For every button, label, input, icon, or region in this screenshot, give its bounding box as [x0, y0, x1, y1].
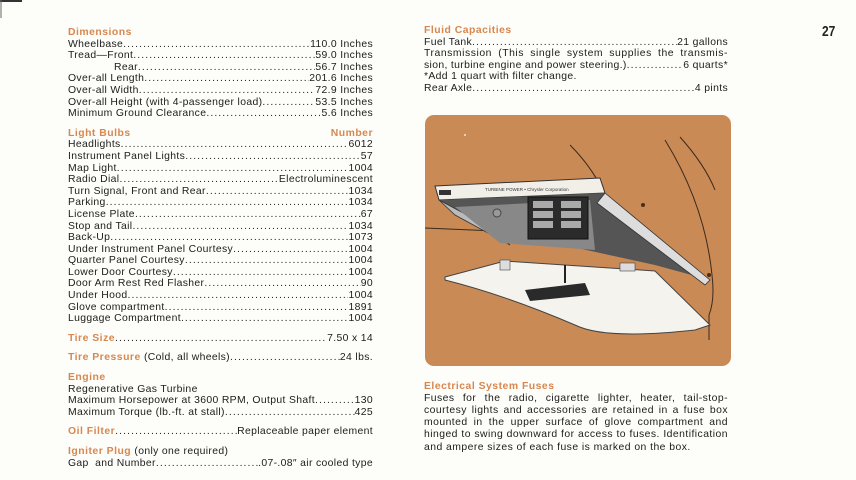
dimensions-heading: Dimensions	[68, 27, 132, 38]
engine-row: Maximum Torque (lb.-ft. at stall) ..... 425	[68, 407, 373, 419]
left-column	[68, 27, 373, 469]
engine-type: Regenerative Gas Turbine	[68, 383, 198, 395]
spec-row: Tread—Front ..... 59.0 Inches	[68, 50, 373, 62]
igniter-plug-header: Igniter Plug (only one required)	[68, 446, 229, 457]
bulb-row: Radio Dial ..... Electroluminescent	[68, 174, 373, 186]
fuse-box-drawing-icon	[425, 115, 731, 366]
light-bulbs-header	[68, 128, 373, 140]
tire-pressure-heading: Tire Pressure	[68, 352, 141, 364]
engine-row: Maximum Horsepower at 3600 RPM, Output Shaft ..... 130	[68, 395, 373, 407]
igniter-plug-row: Gap and Number ..... .07-.08″ air cooled type	[68, 458, 373, 470]
spec-row: Wheelbase ..... 110.0 Inches	[68, 39, 373, 51]
tire-size-row: Tire Size ..... 7.50 x 14	[68, 333, 373, 345]
right-column	[424, 25, 728, 95]
electrical-fuses-body: Fuses for the radio, cigarette lighter, heater, tail-stop-courtesy lights and accessories are retained in a fuse box mounted in the upper surface of glove compartment and hinged to swing downward for access to fuses. Identification and ampere sizes of each fuse is marked on the box.	[424, 392, 728, 453]
bulb-row: Back-Up ..... 1073	[68, 232, 373, 244]
svg-text:TURBINE POWER • Chrysler Corpo: TURBINE POWER • Chrysler Corporation	[485, 187, 569, 192]
number-column-header: Number	[330, 127, 373, 139]
light-bulbs-list	[68, 139, 373, 325]
oil-filter-row: Oil Filter ..... Replaceable paper element	[68, 426, 373, 438]
bulb-row: Turn Signal, Front and Rear ..... 1034	[68, 186, 373, 198]
footnote: *Add 1 quart with filter change.	[424, 71, 577, 83]
page-number: 27	[822, 23, 836, 40]
spec-row: Over-all Height (with 4-passenger load) ..... 53.5 Inches	[68, 97, 373, 109]
spec-row: Rear ..... 56.7 Inches	[68, 62, 373, 74]
dimensions-list	[68, 39, 373, 120]
fluid-capacities-heading: Fluid Capacities	[424, 25, 512, 36]
electrical-fuses-section	[424, 381, 728, 454]
fluid-row: Rear Axle ..... 4 pints	[424, 83, 728, 95]
fluid-row: Fuel Tank ..... 21 gallons	[424, 37, 728, 49]
bulb-row: Parking ..... 1034	[68, 197, 373, 209]
spec-row: Over-all Length ..... 201.6 Inches	[68, 73, 373, 85]
bulb-row: License Plate ..... 67	[68, 209, 373, 221]
transmission-line: Transmission (This single system supplies the transmis-	[424, 48, 728, 60]
bulb-row: Lower Door Courtesy ..... 1004	[68, 267, 373, 279]
bulb-row: Door Arm Rest Red Flasher ..... 90	[68, 278, 373, 290]
igniter-plug-heading: Igniter Plug	[68, 446, 132, 457]
tire-pressure-row: Tire Pressure (Cold, all wheels) ..... 24 lbs.	[68, 352, 373, 364]
engine-heading: Engine	[68, 372, 106, 384]
bulb-row: Under Instrument Panel Courtesy ..... 1004	[68, 244, 373, 256]
bulb-row: Stop and Tail ..... 1034	[68, 221, 373, 233]
bulb-row: Under Hood ..... 1004	[68, 290, 373, 302]
spec-row: Minimum Ground Clearance ..... 5.6 Inches	[68, 108, 373, 120]
fluid-row: sion, turbine engine and power steering.) ..... 6 quarts*	[424, 60, 728, 72]
oil-filter-heading: Oil Filter	[68, 426, 116, 438]
tire-size-heading: Tire Size	[68, 332, 116, 344]
bulb-row: Instrument Panel Lights ..... 57	[68, 151, 373, 163]
bulb-row: Quarter Panel Courtesy ..... 1004	[68, 255, 373, 267]
electrical-fuses-heading: Electrical System Fuses	[424, 381, 555, 392]
bulb-row: Headlights ..... 6012	[68, 139, 373, 151]
page-corner-mark	[0, 0, 22, 20]
bulb-row: Glove compartment ..... 1891	[68, 302, 373, 314]
bulb-row: Map Light ..... 1004	[68, 163, 373, 175]
light-bulbs-heading: Light Bulbs	[68, 127, 131, 139]
spec-row: Over-all Width ..... 72.9 Inches	[68, 85, 373, 97]
glove-compartment-illustration	[425, 115, 731, 366]
bulb-row: Luggage Compartment ..... 1004	[68, 313, 373, 325]
